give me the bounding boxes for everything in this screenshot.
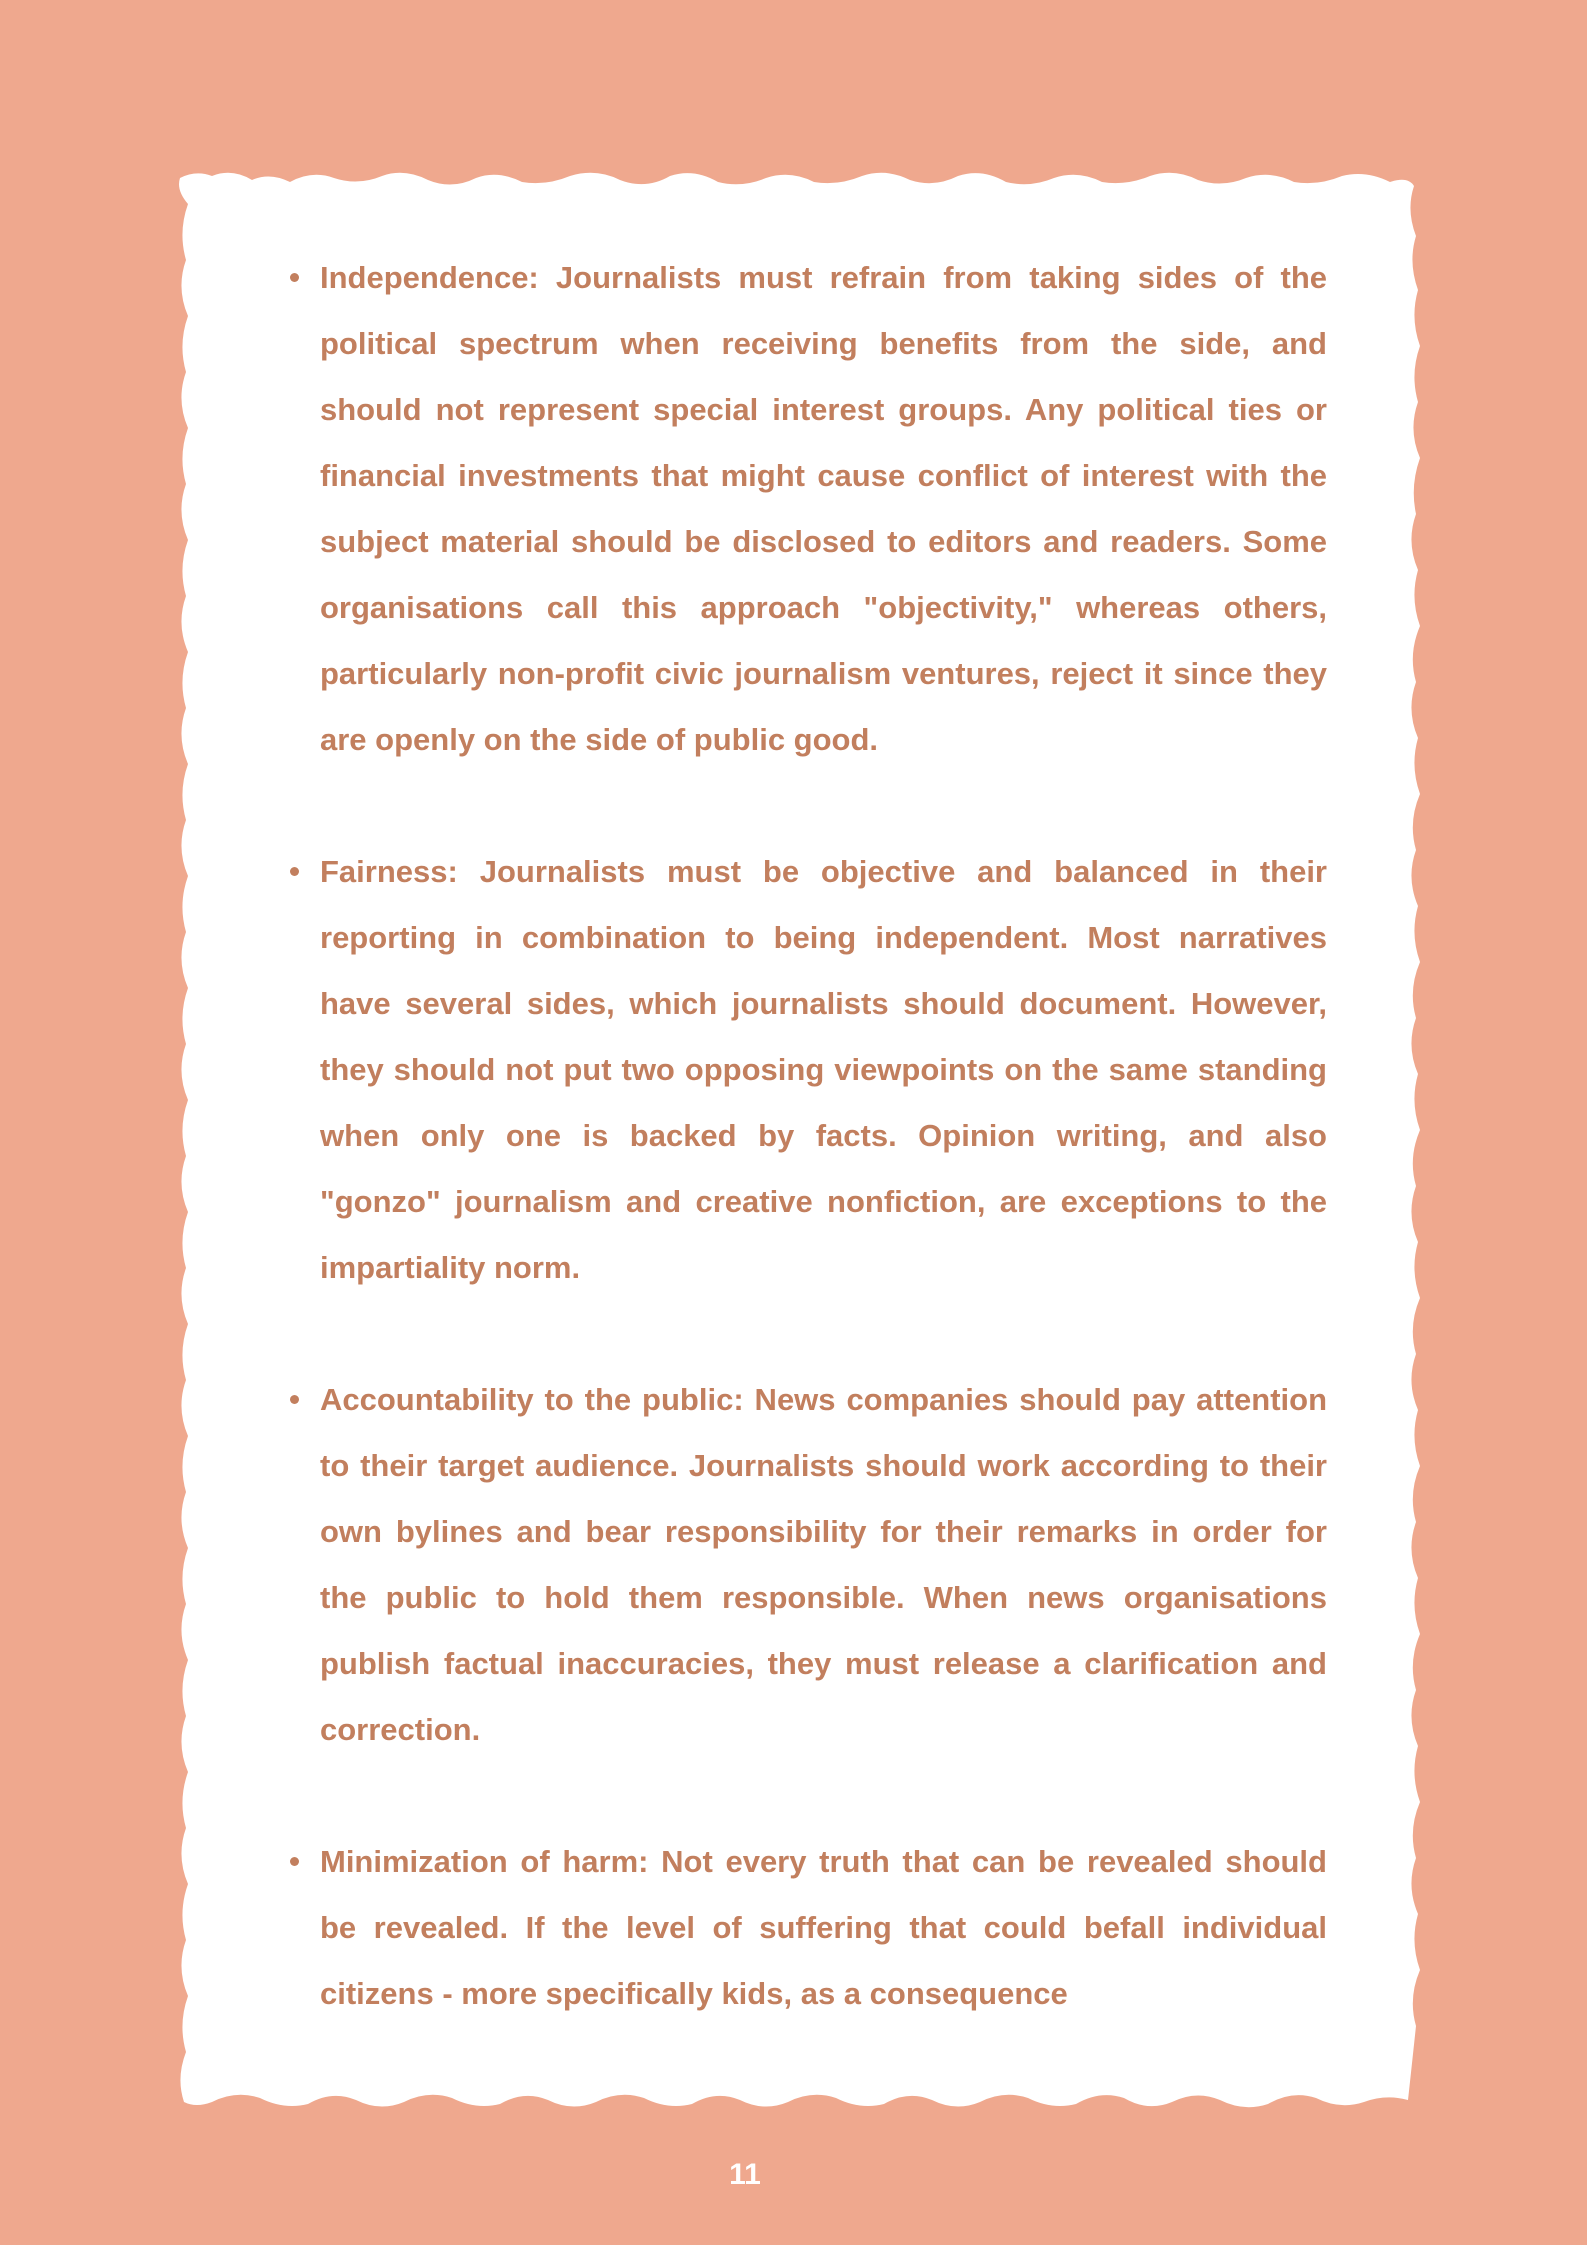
bullet-dot-icon [290,1395,299,1404]
list-item-text: Accountability to the public: News companies should pay attention to their target audience. Journalists should work according to their own bylines and bear responsibility for their remarks in order for the public to hold them responsible. When news organisations publish factual inaccuracies, they must release a clarification and correction. [320,1382,1327,1747]
page-number: 11 [729,2158,761,2191]
bullet-dot-icon [290,273,299,282]
list-item-accountability [290,1367,1327,1763]
list-item-text: Fairness: Journalists must be objective and balanced in their reporting in combination to being independent. Most narratives have several sides, which journalists should document. However, they should not put two opposing viewpoints on the same standing when only one is backed by facts. Opinion writing, and also "gonzo" journalism and creative nonfiction, are exceptions to the impartiality norm. [320,854,1327,1285]
principles-list [290,245,1327,2027]
content-area [290,245,1327,2027]
bullet-dot-icon [290,1857,299,1866]
list-item-minimization-of-harm [290,1829,1327,2027]
bullet-dot-icon [290,867,299,876]
list-item-fairness [290,839,1327,1301]
list-item-independence [290,245,1327,773]
list-item-text: Minimization of harm: Not every truth that can be revealed should be revealed. If the level of suffering that could befall individual citizens - more specifically kids, as a consequence [320,1844,1327,2011]
list-item-text: Independence: Journalists must refrain from taking sides of the political spectrum when receiving benefits from the side, and should not represent special interest groups. Any political ties or financial investments that might cause conflict of interest with the subject material should be disclosed to editors and readers. Some organisations call this approach "objectivity," whereas others, particularly non-profit civic journalism ventures, reject it since they are openly on the side of public good. [320,260,1327,757]
